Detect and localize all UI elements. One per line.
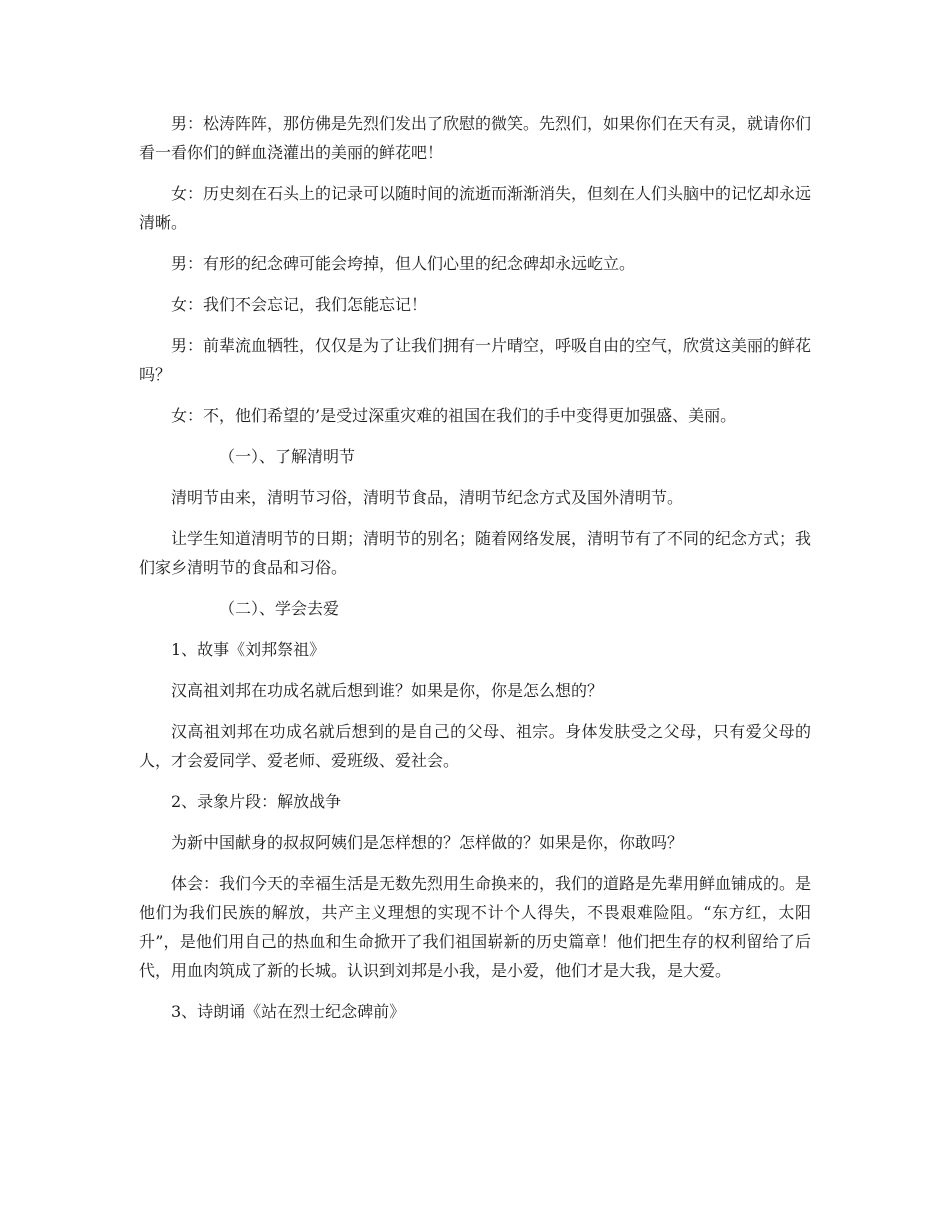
paragraph-dialogue-male-1: 男：松涛阵阵，那仿佛是先烈们发出了欣慰的微笑。先烈们，如果你们在天有灵，就请你们看一看你们的鲜血浇灌出的美丽的鲜花吧！ [139, 114, 812, 162]
paragraph-qingming-goals: 让学生知道清明节的日期；清明节的别名；随着网络发展，清明节有了不同的纪念方式；我们家乡清明节的食品和习俗。 [139, 529, 812, 577]
paragraph-story-question: 汉高祖刘邦在功成名就后想到谁？如果是你，你是怎么想的？ [171, 681, 604, 700]
document-body [139, 109, 811, 1038]
paragraph-reflection: 体会：我们今天的幸福生活是无数先烈用生命换来的，我们的道路是先辈用鲜血铺成的。是他们为我们民族的解放，共产主义理想的实现不计个人得失，不畏艰难险阻。“东方红，太阳升”，是他们用自己的热血和生命掀开了我们祖国崭新的历史篇章！他们把生存的权利留给了后代，用血肉筑成了新的长城。认识到刘邦是小我，是小爱，他们才是大我，是大爱。 [139, 874, 812, 980]
paragraph-dialogue-male-3: 男：前辈流血牺牲，仅仅是为了让我们拥有一片晴空，呼吸自由的空气，欣赏这美丽的鲜花吗？ [139, 336, 812, 384]
section-heading-2: （二）、学会去爱 [219, 599, 340, 618]
paragraph-dialogue-female-2: 女：我们不会忘记，我们怎能忘记！ [171, 295, 428, 314]
paragraph-story-answer: 汉高祖刘邦在功成名就后想到的是自己的父母、祖宗。身体发肤受之父母，只有爱父母的人，才会爱同学、爱老师、爱班级、爱社会。 [139, 722, 811, 770]
section-heading-1: （一）、了解清明节 [219, 447, 356, 466]
subheading-story: 1、故事《刘邦祭祖》 [171, 640, 326, 659]
paragraph-dialogue-male-2: 男：有形的纪念碑可能会垮掉，但人们心里的纪念碑却永远屹立。 [171, 254, 636, 273]
paragraph-dialogue-female-3: 女：不，他们希望的’是受过深重灾难的祖国在我们的手中变得更加强盛、美丽。 [171, 406, 737, 425]
subheading-video: 2、录象片段：解放战争 [171, 792, 342, 811]
paragraph-dialogue-female-1: 女：历史刻在石头上的记录可以随时间的流逝而渐渐消失，但刻在人们头脑中的记忆却永远清晰。 [139, 184, 812, 232]
paragraph-qingming-topics: 清明节由来，清明节习俗，清明节食品，清明节纪念方式及国外清明节。 [171, 488, 684, 507]
subheading-poem: 3、诗朗诵《站在烈士纪念碑前》 [171, 1002, 406, 1021]
paragraph-video-question: 为新中国献身的叔叔阿姨们是怎样想的？怎样做的？如果是你，你敢吗？ [171, 833, 684, 852]
